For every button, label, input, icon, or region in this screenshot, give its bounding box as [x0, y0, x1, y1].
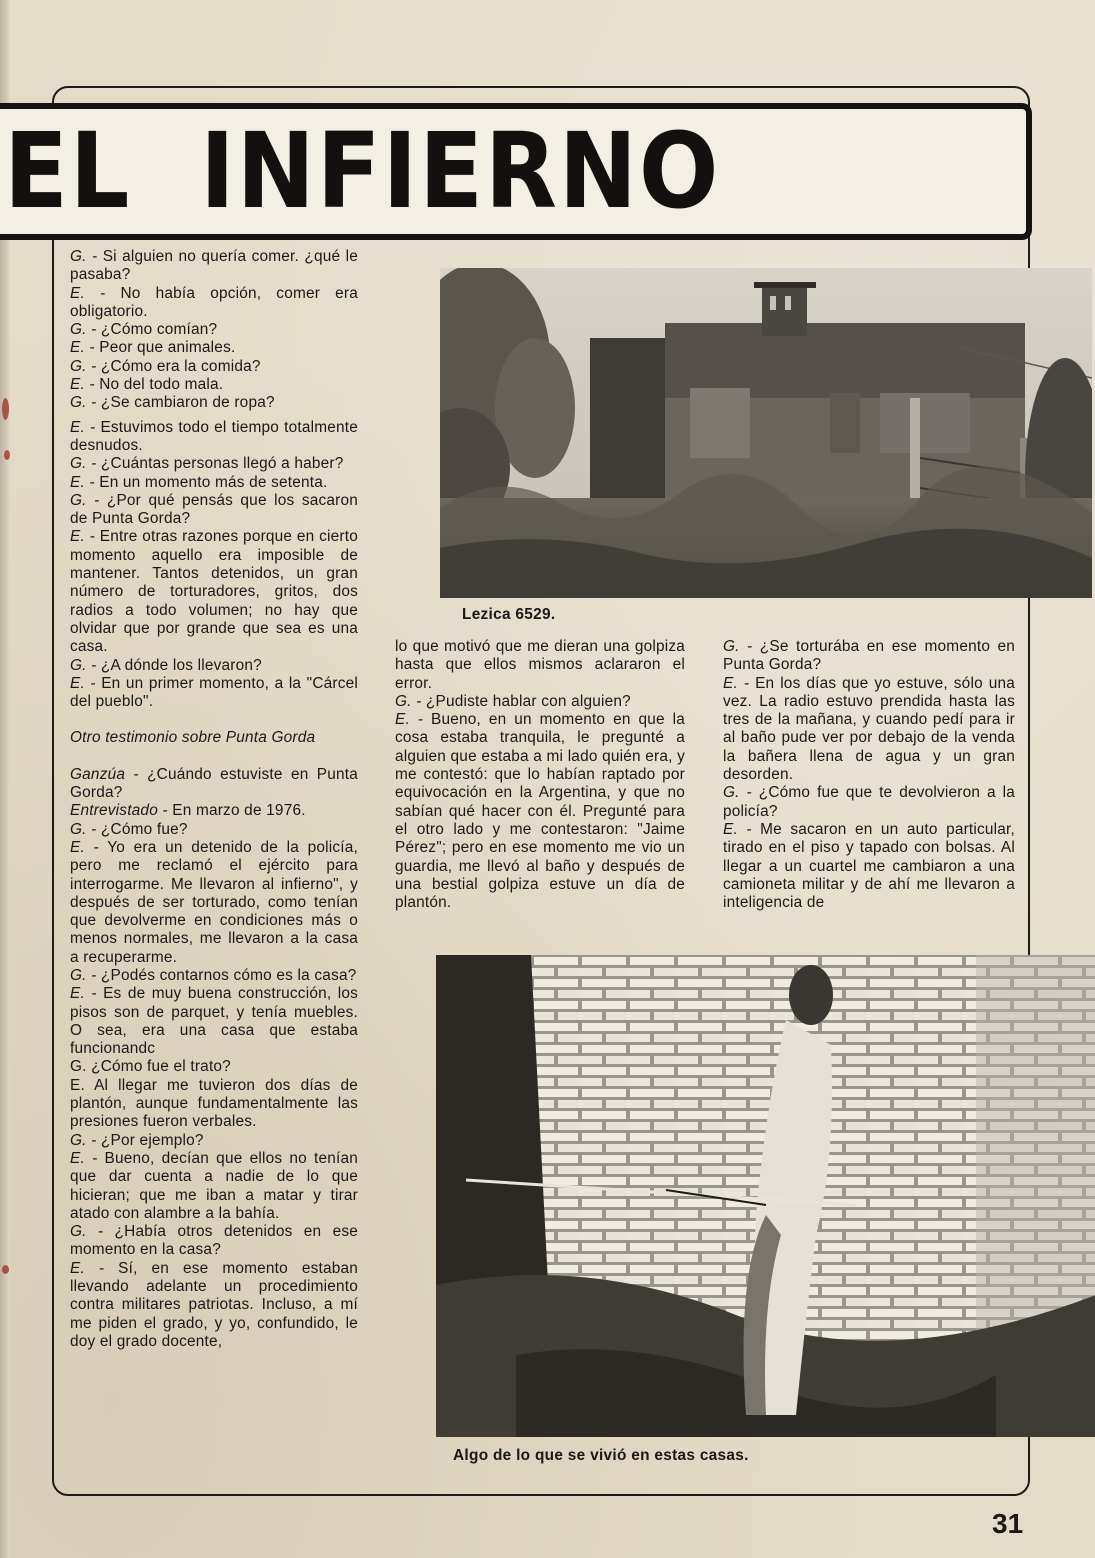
prisoner-photo-image	[436, 955, 1095, 1437]
dialogue-line: E. - Es de muy buena construcción, los pisos son de parquet, y tenía muebles. O sea, era una casa que estaba funcionandc	[70, 985, 358, 1058]
prisoner-photo	[436, 955, 1095, 1437]
page-number: 31	[992, 1508, 1024, 1539]
dialogue-line: G. - Si alguien no quería comer. ¿qué le pasaba?	[70, 248, 358, 284]
column-2	[395, 638, 685, 912]
dialogue-line: G. - ¿Podés contarnos cómo es la casa?	[70, 966, 357, 984]
column-3	[723, 638, 1015, 912]
dialogue-line: G. - ¿Cómo era la comida?	[70, 357, 261, 375]
section-subheading: Otro testimonio sobre Punta Gorda	[70, 729, 316, 747]
column-1	[70, 248, 358, 1351]
dialogue-line: Entrevistado - En marzo de 1976.	[70, 802, 306, 820]
dialogue-line: Ganzúa - ¿Cuándo estuviste en Punta Gorda?	[70, 765, 358, 802]
stain-mark	[2, 1265, 9, 1274]
dialogue-line: lo que motivó que me dieran una golpiza hasta que ellos mismos aclararon el error.	[395, 638, 685, 692]
dialogue-line: E. - Peor que animales.	[70, 339, 236, 357]
dialogue-line: E. - Estuvimos todo el tiempo totalmente desnudos.	[70, 418, 358, 454]
photo2-caption: Algo de lo que se vivió en estas casas.	[453, 1447, 749, 1464]
dialogue-line: G. - ¿Cómo fue que te devolvieron a la policía?	[723, 784, 1015, 820]
dialogue-line: G. - ¿Había otros detenidos en ese momento en la casa?	[70, 1223, 358, 1259]
dialogue-line: E. - En un primer momento, a la "Cárcel del pueblo".	[70, 674, 358, 711]
dialogue-line: E. - No había opción, comer era obligatorio.	[70, 284, 358, 320]
dialogue-line: E. - Bueno, en un momento en que la cosa estaba tranquila, le pregunté a alguien que estaba a mi lado quién era, y me contestó: que lo habían raptado por equivocación en la Argentina, y que no sabían qué hacer con él. Pregunté para el otro lado y me contestaron: "Jaime Pérez"; pero en ese momento me vio un guardia, me llevó al baño y después de una bestial golpiza estuve un día de plantón.	[395, 711, 685, 912]
dialogue-line: G. - ¿Por ejemplo?	[70, 1131, 204, 1149]
article-title: EL INFIERNO	[4, 110, 721, 232]
dialogue-line: E. - Yo era un detenido de la policía, pero me reclamó el ejército para interrogarme. Me llevaron al infierno", y después de ser torturado, como tenían que devolverme en condiciones más o menos normales, me llevaron a la casa a recuperarme.	[70, 838, 358, 966]
photo1-caption: Lezica 6529.	[462, 606, 556, 623]
dialogue-line: G. - ¿Cómo fue?	[70, 820, 188, 838]
dialogue-line: E. - Me sacaron en un auto particular, tirado en el piso y tapado con bolsas. Al llegar a un cuartel me cambiaron a una camioneta militar y de ahí me llevaron a inteligencia de	[723, 820, 1015, 912]
stain-mark	[4, 450, 10, 460]
dialogue-line: E. - Bueno, decían que ellos no tenían que dar cuenta a nadie de lo que hicieran; que me iban a matar y tirar atado con alambre a la bahía.	[70, 1149, 359, 1222]
dialogue-line: E. - No del todo mala.	[70, 376, 224, 394]
dialogue-line: E. Al llegar me tuvieron dos días de plantón, aunque fundamentalmente las presiones fueron verbales.	[70, 1076, 358, 1131]
dialogue-line: E. - En los días que yo estuve, sólo una vez. La radio estuvo prendida hasta las tres de la mañana, y cuando pedí para ir al baño pude ver por debajo de la venda la bañera llena de agua y un gran desorden.	[723, 674, 1015, 784]
dialogue-line: G. - ¿Cómo comían?	[70, 321, 218, 339]
dialogue-line: G. - ¿A dónde los llevaron?	[70, 656, 262, 674]
dialogue-line: G. - ¿Cuántas personas llegó a haber?	[70, 455, 344, 473]
stain-mark	[2, 398, 9, 420]
dialogue-line: G. - ¿Se cambiaron de ropa?	[70, 394, 275, 412]
dialogue-line: G. ¿Cómo fue el trato?	[70, 1058, 231, 1076]
dialogue-line: G. - ¿Pudiste hablar con alguien?	[395, 692, 631, 710]
building-photo-image	[440, 268, 1092, 598]
dialogue-line: E. - Entre otras razones porque en cierto momento aquello era imposible de mantener. Tantos detenidos, un gran número de torturadores, gritos, dos radios a todo volumen; no hay que olvidar que por grande que sea es una casa.	[70, 528, 358, 656]
dialogue-line: E. - En un momento más de setenta.	[70, 473, 328, 491]
building-photo	[440, 268, 1092, 598]
dialogue-line: E. - Sí, en ese momento estaban llevando adelante un procedimiento contra militares patriotas. Incluso, a mí me piden el grado, y yo, confundido, le doy el grado docente,	[70, 1259, 358, 1350]
dialogue-line: G. - ¿Por qué pensás que los sacaron de Punta Gorda?	[70, 491, 359, 528]
dialogue-line: G. - ¿Se torturába en ese momento en Punta Gorda?	[723, 638, 1015, 674]
